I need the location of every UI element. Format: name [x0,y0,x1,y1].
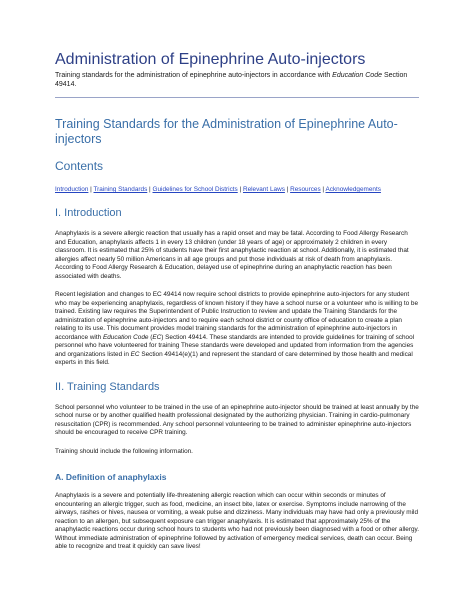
definition-paragraph: Anaphylaxis is a severe and potentially life-threatening allergic reaction which can occur within seconds or minutes of encountering an allergic trigger, such as food, medicine, an insect bite, latex or exercise. Symptoms include narrowing of the airways, rashes or hives, nausea or vomiting, a weak pulse and dizziness. Many individuals may have had only a previously mild reaction to an allergen, but subsequent exposure can trigger anaphylaxis. It is estimated that approximately 25% of the anaphylactic reactions occur during school hours to students who had not previously been diagnosed with a food or other allergy. Without immediate administration of epinephrine followed by activation of emergency medical services, death can occur. Being able to recognize and treat it quickly can save lives! [55,492,420,550]
introduction-heading: I. Introduction [55,207,122,219]
contents-heading: Contents [55,159,104,173]
intro-paragraph-1: Anaphylaxis is a severe allergic reaction that usually has a rapid onset and may be fatal. According to Food Allergy Research and Education, anaphylaxis affects 1 in every 13 children (under 18 years of age) or approximately 2 children in every classroom. It is estimated that 25% of students have their first anaphylactic reaction at school. Additionally, it is estimated that allergies affect nearly 50 million Americans in all age groups and put those individuals at risk of death from anaphylaxis. According to Food Allergy Research & Education, delayed use of epinephrine during an anaphylactic reaction has been associated with deaths. [55,230,409,280]
training-paragraph-2: Training should include the following information. [55,447,193,455]
document-title: Administration of Epinephrine Auto-injectors [55,51,366,68]
intro-paragraph-2: Recent legislation and changes to EC 49414 now require school districts to provide epinephrine auto-injectors for any student who may be experiencing anaphylaxis, regardless of known history if they have a school nurse or a volunteer who is willing to be trained. Existing law requires the Superintendent of Public Instruction to review and update the Training Standards for the administration of epinephrine auto-injectors and to require each school district or county office of education to create a plan relating to its use. This document provides model training standards for the administration of epinephrine auto-injectors in accordance with Education Code (EC) Section 49414. These standards are intended to provide guidelines for training of school personnel who have volunteered for training These standards were developed and updated from information from the agencies and organizations listed in EC Section 49414(e)(1) and represent the standard of care determined by those health and medical experts in this field. [55,291,419,366]
nav-link-relevant-laws[interactable]: Relevant Laws [242,186,285,193]
document-subtitle: Training standards for the administration of epinephrine auto-injectors in accordance with Education Code Section 49414. [55,72,408,88]
document-page [55,50,419,552]
nav-link-training-standards[interactable]: Training Standards [93,186,148,193]
training-standards-heading: II. Training Standards [55,380,160,393]
definition-heading: A. Definition of anaphylaxis [55,472,167,482]
page-heading: Training Standards for the Administration of Epinephrine Auto-injectors [55,117,398,146]
nav-link-acknowledgements[interactable]: Acknowledgements [325,186,381,193]
title-divider [55,97,419,98]
contents-nav: Introduction | Training Standards | Guidelines for School Districts | Relevant Laws | Resources | Acknowledgements [55,186,381,193]
training-paragraph-1: School personnel who volunteer to be trained in the use of an epinephrine auto-injector should be trained at least annually by the school nurse or by another qualified health professional designated by the authorizing physician. Training in cardio-pulmonary resuscitation (CPR) is recommended. Any school personnel volunteering to be trained to administer epinephrine auto-injectors should be encouraged to receive CPR training. [55,403,419,436]
nav-link-resources[interactable]: Resources [290,186,321,193]
nav-link-introduction[interactable]: Introduction [55,186,89,193]
nav-link-guidelines[interactable]: Guidelines for School Districts [152,186,238,193]
